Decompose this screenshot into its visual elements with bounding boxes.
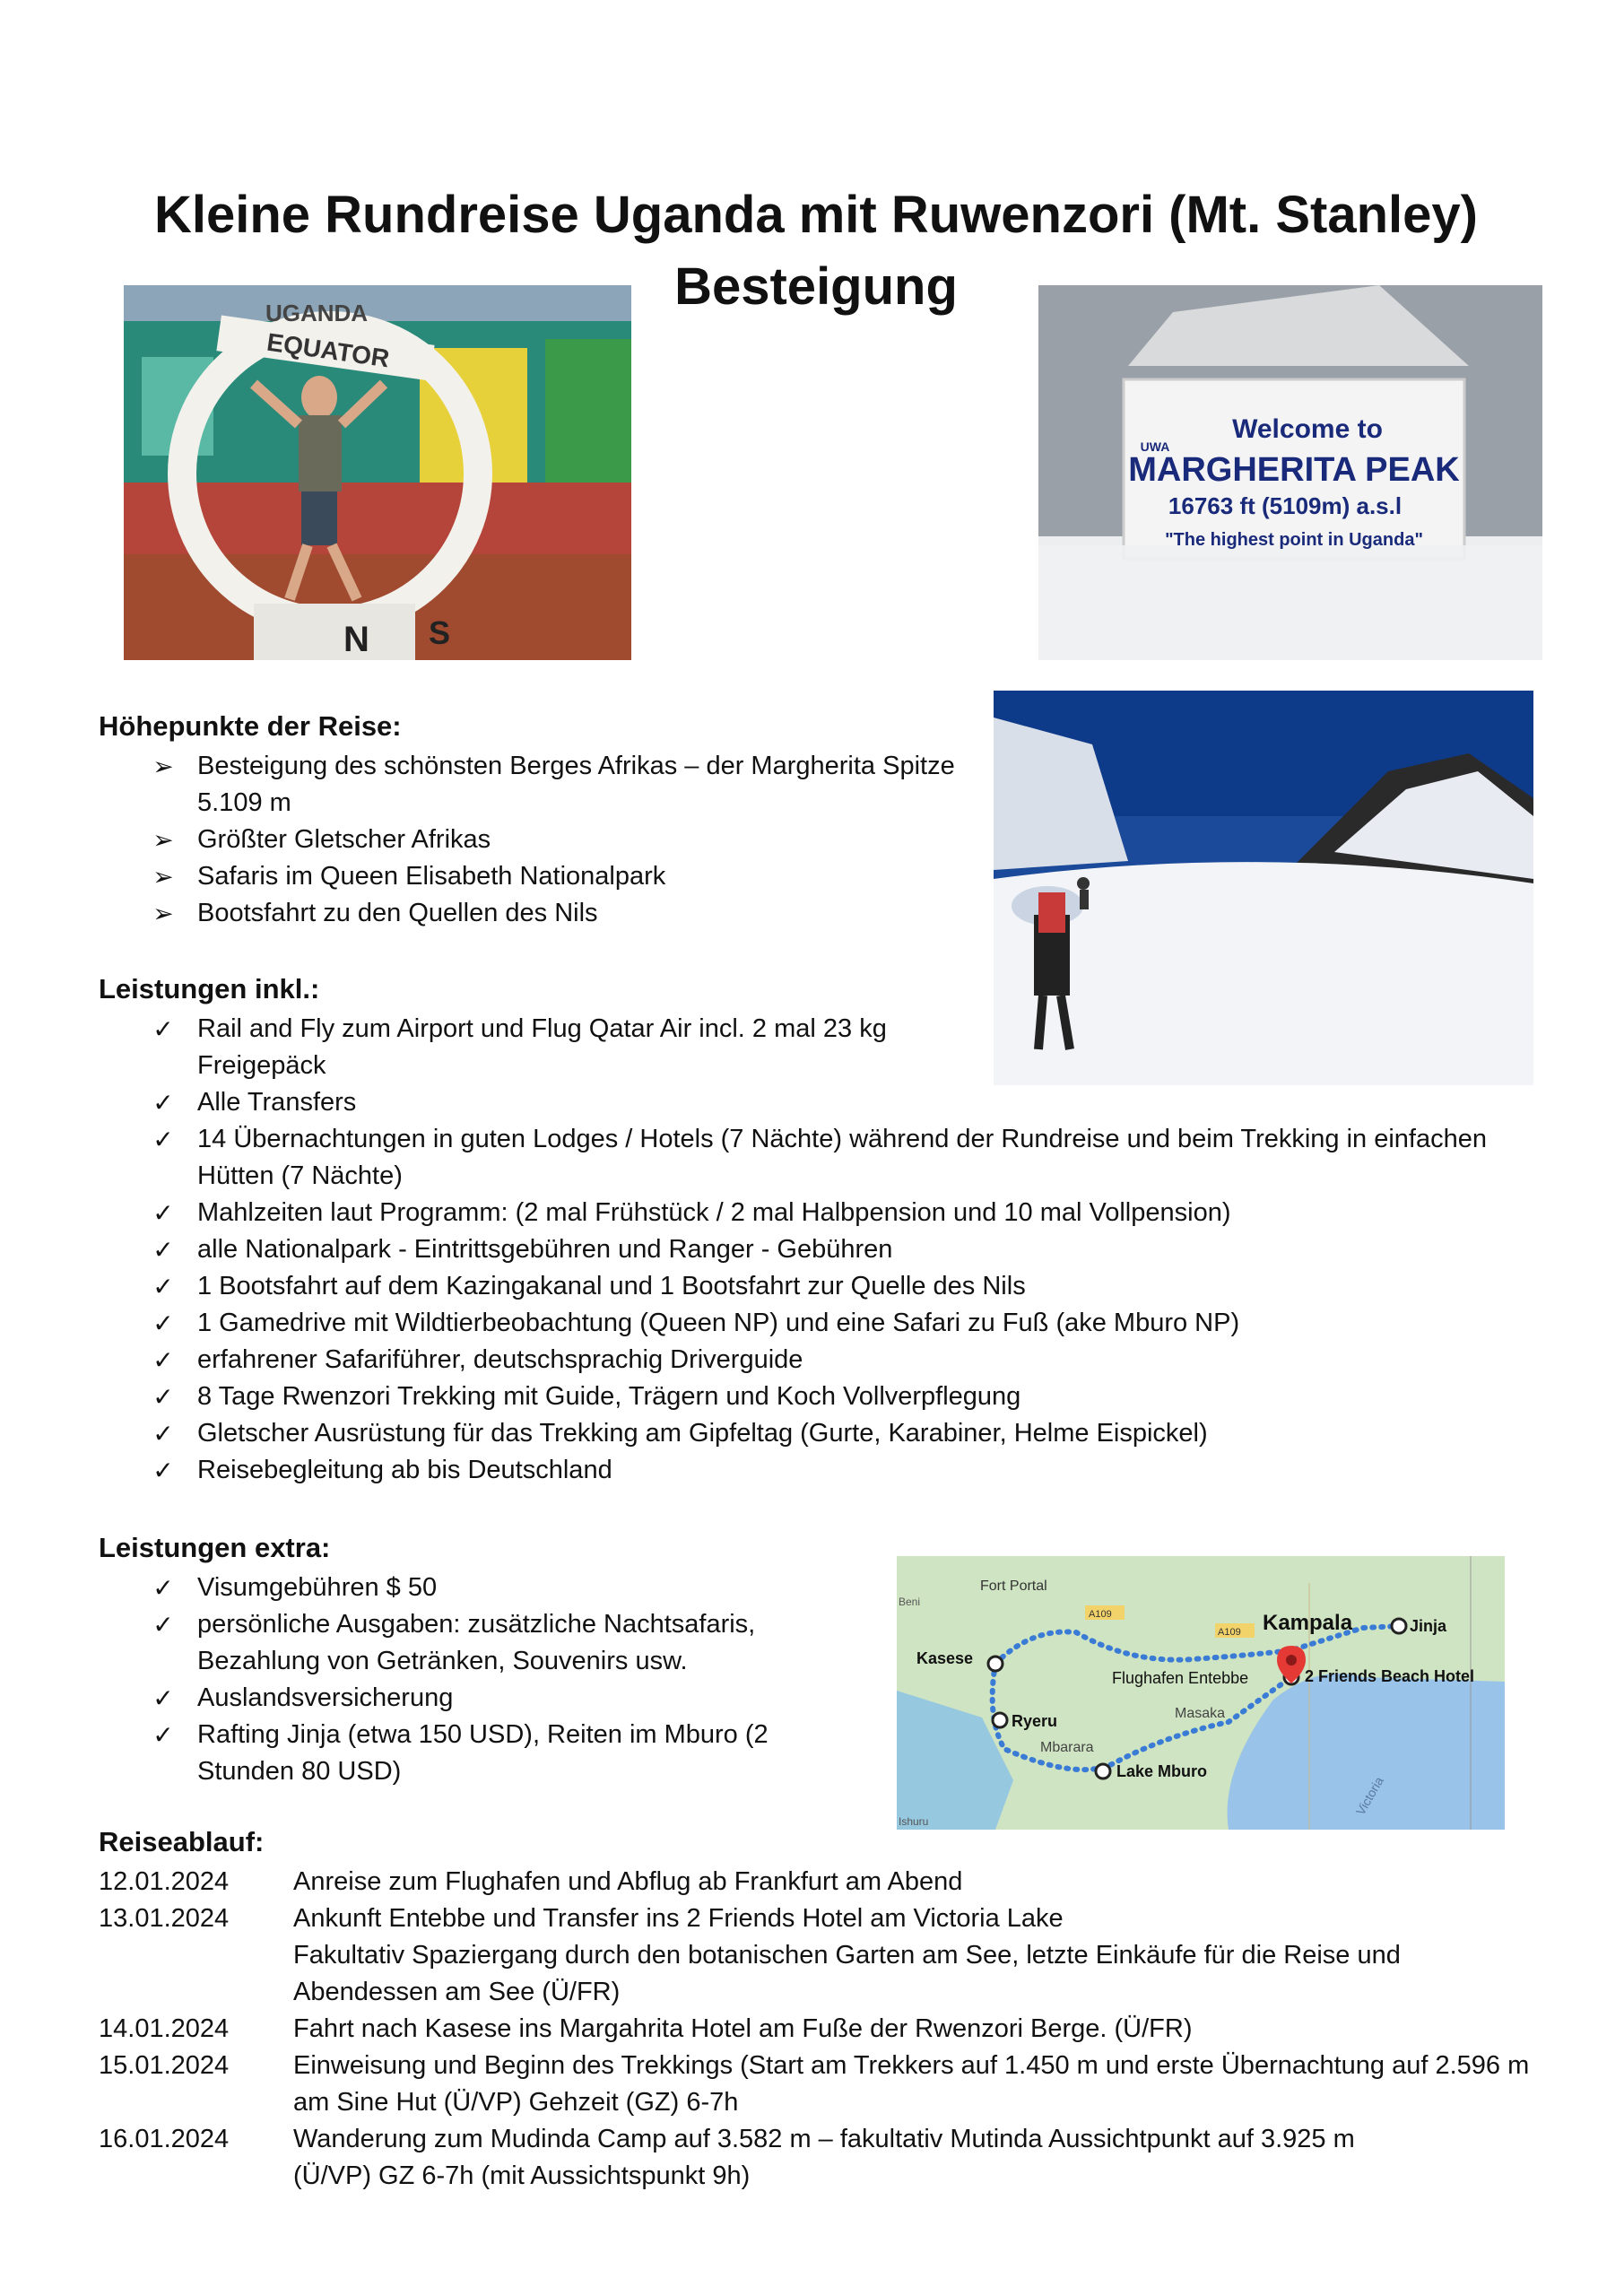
schedule-row — [99, 1937, 1533, 2011]
list-item: ✓ Gletscher Ausrüstung für das Trekking am Gipfeltag (Gurte, Karabiner, Helme Eispickel) — [99, 1415, 1498, 1452]
check-icon: ✓ — [152, 1684, 174, 1712]
schedule-text: Einweisung und Beginn des Trekkings (Start am Trekkers auf 1.450 m und erste Übernachtung auf 2.596 m am Sine Hut (Ü/VP) Gehzeit (GZ) 6-7h — [293, 2051, 1530, 2117]
check-icon: ✓ — [152, 1721, 174, 1749]
list-item: ✓ Reisebegleitung ab bis Deutschland — [99, 1452, 1498, 1489]
list-item: ➢ Größter Gletscher Afrikas — [99, 822, 960, 858]
schedule-date — [99, 1937, 293, 2011]
map-label-friends-hotel: 2 Friends Beach Hotel — [1305, 1667, 1475, 1685]
list-item: ✓ alle Nationalpark - Eintrittsgebühren und Ranger - Gebühren — [99, 1231, 1498, 1268]
list-item: ➢ Bootsfahrt zu den Quellen des Nils — [99, 895, 960, 932]
list-item: ✓ Visumgebühren $ 50 — [99, 1570, 843, 1606]
list-item: ✓ erfahrener Safariführer, deutschsprachig Driverguide — [99, 1342, 1498, 1378]
list-item: ➢ Besteigung des schönsten Berges Afrikas – der Margherita Spitze 5.109 m — [99, 748, 960, 822]
arrow-bullet-icon: ➢ — [152, 900, 174, 927]
peak-sign-line1: Welcome to — [1232, 414, 1383, 444]
check-icon: ✓ — [152, 1273, 174, 1300]
included-heading: Leistungen inkl.: — [99, 973, 320, 1004]
schedule-date: 12.01.2024 — [99, 1867, 230, 1896]
list-item: ✓ persönliche Ausgaben: zusätzliche Nachtsafaris, Bezahlung von Getränken, Souvenirs usw. — [99, 1606, 843, 1680]
schedule-row — [99, 2121, 1533, 2195]
arrow-bullet-icon: ➢ — [152, 863, 174, 891]
schedule-table — [99, 1864, 1533, 2195]
map-label-road-a109-east: A109 — [1218, 1627, 1241, 1638]
map-label-entebbe: Flughafen Entebbe — [1112, 1669, 1249, 1687]
list-item: ✓ Rail and Fly zum Airport und Flug Qatar Air incl. 2 mal 23 kg Freigepäck — [99, 1011, 933, 1084]
list-item: ➢ Safaris im Queen Elisabeth Nationalpark — [99, 858, 960, 895]
map-label-kasese: Kasese — [916, 1649, 974, 1667]
peak-sign-line4: "The highest point in Uganda" — [1165, 530, 1423, 550]
equator-n-label: N — [343, 620, 369, 659]
equator-sign-top: UGANDA — [265, 300, 369, 326]
list-item: ✓ 1 Bootsfahrt auf dem Kazingakanal und 1 Bootsfahrt zur Quelle des Nils — [99, 1268, 1498, 1305]
map-label-masaka: Masaka — [1175, 1706, 1226, 1721]
included-list — [99, 1011, 1498, 1489]
schedule-heading: Reiseablauf: — [99, 1826, 265, 1857]
map-label-kampala: Kampala — [1263, 1611, 1353, 1635]
list-item: ✓ Rafting Jinja (etwa 150 USD), Reiten im Mburo (2 Stunden 80 USD) — [99, 1717, 843, 1790]
schedule-date: 16.01.2024 — [99, 2125, 230, 2153]
peak-sign-org: UWA — [1140, 439, 1170, 454]
map-label-ishuru: Ishuru — [899, 1815, 929, 1828]
highlights-heading: Höhepunkte der Reise: — [99, 710, 402, 742]
check-icon: ✓ — [152, 1457, 174, 1484]
page-title: Kleine Rundreise Uganda mit Ruwenzori (Mt. Stanley) Besteigung — [154, 186, 1478, 316]
extra-heading: Leistungen extra: — [99, 1532, 331, 1563]
schedule-text: Fahrt nach Kasese ins Margahrita Hotel am Fuße der Rwenzori Berge. (Ü/FR) — [293, 2014, 1193, 2043]
check-icon: ✓ — [152, 1309, 174, 1337]
check-icon: ✓ — [152, 1089, 174, 1117]
arrow-bullet-icon: ➢ — [152, 752, 174, 780]
check-icon: ✓ — [152, 1126, 174, 1153]
schedule-row — [99, 1864, 1533, 1900]
margherita-peak-photo — [1038, 285, 1542, 660]
highlights-list — [99, 748, 960, 932]
map-label-mbarara: Mbarara — [1040, 1740, 1094, 1755]
list-item: ✓ 1 Gamedrive mit Wildtierbeobachtung (Queen NP) und eine Safari zu Fuß (ake Mburo NP) — [99, 1305, 1498, 1342]
check-icon: ✓ — [152, 1236, 174, 1264]
schedule-row — [99, 2048, 1533, 2121]
equator-sign-band: EQUATOR — [265, 327, 392, 373]
list-item: ✓ Auslandsversicherung — [99, 1680, 843, 1717]
map-label-beni: Beni — [899, 1596, 921, 1608]
schedule-date: 15.01.2024 — [99, 2051, 230, 2080]
equator-photo — [124, 285, 631, 660]
check-icon: ✓ — [152, 1015, 174, 1043]
schedule-text: Ankunft Entebbe und Transfer ins 2 Friends Hotel am Victoria Lake — [293, 1904, 1064, 1933]
map-label-victoria: Victoria — [1352, 1774, 1386, 1818]
peak-sign-line3: 16763 ft (5109m) a.s.l — [1168, 492, 1403, 519]
schedule-text: Wanderung zum Mudinda Camp auf 3.582 m – fakultativ Mutinda Aussichtpunkt auf 3.925 m (Ü/VP) GZ 6-7h (mit Aussichtspunkt 9h) — [293, 2125, 1355, 2190]
map-label-road-a109-west: A109 — [1089, 1609, 1112, 1620]
peak-sign-line2: MARGHERITA PEAK — [1128, 451, 1460, 489]
check-icon: ✓ — [152, 1420, 174, 1448]
check-icon: ✓ — [152, 1199, 174, 1227]
schedule-date: 13.01.2024 — [99, 1904, 230, 1933]
schedule-row — [99, 2011, 1533, 2048]
schedule-row — [99, 1900, 1533, 1937]
list-item: ✓ Alle Transfers — [99, 1084, 1498, 1121]
map-label-jinja: Jinja — [1410, 1617, 1447, 1635]
map-label-lake-mburo: Lake Mburo — [1116, 1762, 1208, 1780]
map-label-ryeru: Ryeru — [1012, 1712, 1058, 1730]
check-icon: ✓ — [152, 1611, 174, 1639]
arrow-bullet-icon: ➢ — [152, 826, 174, 854]
extra-list — [99, 1570, 843, 1790]
schedule-text: Fakultativ Spaziergang durch den botanischen Garten am See, letzte Einkäufe für die Reise und Abendessen am See (Ü/FR) — [293, 1941, 1401, 2006]
schedule-text: Anreise zum Flughafen und Abflug ab Frankfurt am Abend — [293, 1867, 963, 1896]
check-icon: ✓ — [152, 1346, 174, 1374]
list-item: ✓ 14 Übernachtungen in guten Lodges / Hotels (7 Nächte) während der Rundreise und beim Trekking in einfachen Hütten (7 Nächte) — [99, 1121, 1524, 1195]
check-icon: ✓ — [152, 1574, 174, 1602]
list-item: ✓ Mahlzeiten laut Programm: (2 mal Frühstück / 2 mal Halbpension und 10 mal Vollpension) — [99, 1195, 1498, 1231]
list-item: ✓ 8 Tage Rwenzori Trekking mit Guide, Trägern und Koch Vollverpflegung — [99, 1378, 1498, 1415]
schedule-date: 14.01.2024 — [99, 2014, 230, 2043]
map-label-fort-portal: Fort Portal — [980, 1578, 1047, 1594]
check-icon: ✓ — [152, 1383, 174, 1411]
equator-s-label: S — [429, 614, 451, 651]
route-map — [897, 1556, 1505, 1830]
